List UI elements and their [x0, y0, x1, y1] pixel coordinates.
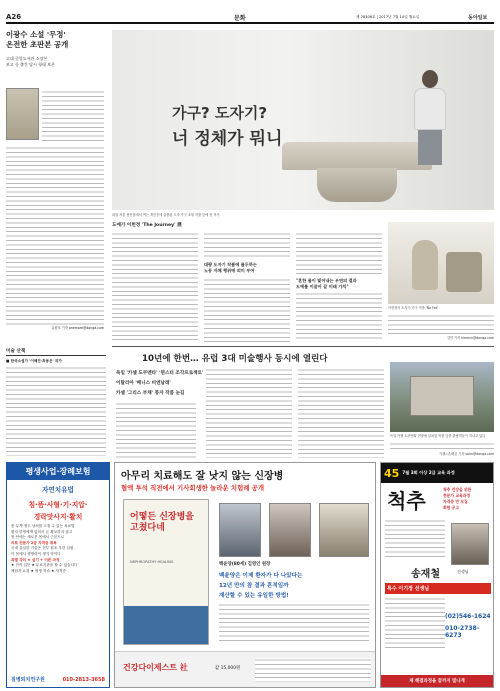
ad-right-portrait: [451, 523, 489, 565]
ad-right-name: 송재철: [411, 569, 440, 580]
ad-right-line-2: 자격증 반 모집: [443, 499, 468, 504]
ad-mid-headline: 아무리 치료해도 잘 낫지 않는 신장병: [121, 471, 284, 482]
ad-right: [380, 462, 494, 688]
ad-left-line-0: 침·뜸·사혈·기·지압·: [28, 501, 88, 509]
paper-name: 동아일보: [468, 15, 488, 21]
right-photo-caption: 이헌정의 도자기 가구 작품 'No Fall': [388, 306, 439, 310]
feature-text-col-2b: [204, 278, 290, 342]
feature-title: 너 정체가 뭐니: [172, 129, 283, 149]
feature-text-col-3a: [296, 232, 382, 276]
ad-middle: [114, 462, 376, 688]
exhibit-structure: [410, 376, 474, 416]
ad-left: [6, 462, 110, 688]
right-body-text: [388, 314, 494, 334]
feature-kicker: 가구? 도자기?: [172, 104, 268, 122]
book-title: 어떻든 신장병을 고쳤다네: [130, 512, 194, 533]
ad-left-line-1: 경락맛사지·활치: [33, 513, 83, 521]
mid-sub-2: 이탈리아 '베니스 비엔날레': [116, 381, 171, 386]
quote-line-4: 도예를 이끌어 갈 미래 가치": [296, 284, 349, 289]
ad-mid-person: 백윤양(80세) 김영인 원장: [219, 562, 271, 567]
divider: [112, 346, 494, 347]
ad-right-text-1: [385, 519, 445, 559]
quote-line-2: 노동 자체 행위에 의미 부여: [204, 268, 255, 273]
mid-headline: 10년에 한번… 유럽 3대 미술행사 동시에 열린다: [142, 354, 328, 364]
feature-text-col-1: [112, 232, 198, 342]
culture-brief-text: [6, 366, 106, 456]
mid-sub-1: 독일 '카셀 도쿠멘타' '뮌스터 조각프로젝트': [116, 371, 204, 376]
ad-mid-desc-3: 재산할 수 있는 유일한 방법!: [219, 593, 289, 599]
feature-text-col-3b: [296, 292, 382, 342]
left-subhead: 고대 중앙도서관 소장본: [6, 56, 48, 61]
left-article: [6, 30, 106, 330]
ceramic-table-leg: [317, 168, 397, 202]
book-en-title: NEPHROPATHY HEALING: [130, 560, 174, 564]
mid-photo: [390, 362, 494, 432]
ad-right-top: [381, 463, 493, 483]
left-body-text-2: [6, 146, 104, 326]
ad-mid-price: 값 15,000원: [215, 666, 241, 671]
feature-body: [112, 222, 382, 342]
mid-text-2: [206, 368, 292, 458]
ceramic-table-shape: [282, 142, 432, 170]
quote-line-1: 대량 도자기 작품에 몰두하는: [204, 262, 257, 267]
mid-photo-caption: 독일 카셀 도쿠멘타 현장에 설치된 작품 앞을 관람객들이 지나고 있다: [390, 434, 486, 438]
ad-left-line-2: 몸 무게 정도 상처를 고칠 수 있는 치료법: [11, 524, 75, 528]
mid-article: [112, 368, 386, 458]
feature-quote-box: [204, 262, 290, 274]
portrait-1: [219, 503, 261, 557]
left-headline-1: 이광수 소설 '무정': [6, 30, 66, 39]
left-body-text-1: [42, 90, 104, 142]
ad-right-big: 척추: [387, 489, 426, 513]
old-book-photo: [6, 88, 39, 140]
ad-mid-desc-2: 12년 만의 참 결과 흔적일까: [219, 583, 289, 589]
section-name: 문화: [234, 15, 246, 22]
ad-right-top-num: 45: [384, 466, 400, 480]
ad-right-role: 선생님: [457, 569, 469, 574]
feature-photo: [112, 30, 494, 210]
ad-right-text-2: [385, 597, 445, 651]
ad-right-phone-2: 010-2738-6273: [445, 625, 480, 639]
culture-brief-headline: ■ 한국소설가 '이해진·최용은' 작가: [6, 359, 62, 363]
ad-left-line-8: 특별 강의 ★ 실기 + 이론 과정: [11, 557, 60, 562]
ad-left-subtitle: 자연치유법: [42, 486, 74, 494]
ad-left-list: [7, 521, 109, 577]
ad-mid-desc: 백윤양은 이제 환자가 다 나았다는: [219, 573, 303, 579]
ad-left-line-7: 이 몸에서 생명력이 생겨 약이다: [11, 551, 61, 556]
ad-left-title: 평생사업·장례보험: [7, 463, 109, 480]
portrait-2: [269, 503, 311, 557]
ad-mid-small-text: [219, 603, 369, 641]
mid-right-text: [390, 442, 494, 452]
feature-text-col-2a: [204, 232, 290, 260]
ad-right-list: [443, 487, 491, 511]
feature-photo-caption: 내달 서울 용산점에서 여는 개인전에 출품된 도자 가구 조형 작품 앞에 선 작가: [112, 213, 220, 217]
ad-mid-publisher: 건강다이제스트 社: [123, 663, 188, 672]
feature-quote-box-2: [296, 278, 382, 290]
ad-left-line-9: ★ 전직 입문 ★ 무료기관을 할 수 있습니다: [11, 563, 78, 568]
ad-mid-footer-text: [255, 658, 371, 682]
artist-figure: [412, 70, 448, 165]
ad-left-phone: 010-2813-3658: [62, 677, 105, 683]
column-title: 도예가 이헌정 'The Journey' 展: [112, 223, 182, 228]
vase-shape: [412, 240, 438, 290]
right-photo: [388, 222, 494, 304]
ad-left-line-10: 체험자 요청 ★ 평생 학습 ★ 자격증: [11, 568, 66, 573]
ad-right-line-1: 전문가 교육과정: [443, 493, 470, 498]
mid-byline: 카셀=손택균 기자 sohn@donga.com: [439, 452, 494, 456]
ad-mid-subhead: 혈액 투석 직전에서 기사회생한 놀라운 치험례 공개: [121, 484, 264, 492]
left-byline: 유원모 기자 onemore@donga.com: [51, 326, 104, 330]
ad-left-school: 질병퇴치연구원: [11, 677, 45, 683]
ad-left-line-6: 국내 유일한 기술은 전부 원조 우한 입원: [11, 546, 74, 551]
ad-right-line-0: 척추 건강을 위한: [443, 487, 472, 492]
mid-text-3: [298, 368, 384, 458]
ad-left-line-3: 환자 한명에게 없어서 돈 확보하지 않고: [11, 529, 73, 534]
ad-right-line-3: 회원 공고: [443, 505, 459, 510]
ad-right-strip: 제 해결과정을 끝까지 빛나게: [381, 675, 493, 687]
ad-mid-footer: [115, 651, 375, 687]
book-band: [124, 606, 208, 644]
ad-right-red-title: 특수 이기정 선생님: [385, 583, 491, 594]
left-subhead-2: 보고 등 출간 당시 형태 보존: [6, 62, 55, 67]
quote-line-3: "흔한 물이 빚어내는 우연의 결과: [296, 278, 357, 283]
page-header: [6, 14, 494, 24]
portrait-3: [319, 503, 369, 557]
left-headline-2: 온전한 초판본 공개: [6, 40, 69, 49]
ad-left-line-5: 의료 전문가 2급 자격증 취득: [11, 540, 57, 545]
stool-shape: [446, 252, 482, 292]
book-cover: [123, 499, 209, 645]
ad-right-phone: (02)546-1624: [445, 613, 491, 620]
ad-left-line-4: 몸 안에는 새로운 몸에서 근본으로: [11, 535, 65, 540]
page-number: A26: [6, 13, 22, 21]
culture-brief-label: 미술 산책: [6, 348, 106, 356]
culture-brief: [6, 348, 106, 456]
date-line: 제 28306호 | 2017년 7월 10일 월요일: [356, 15, 420, 19]
mid-sub-3: 카셀 '그리스 부채' 풍자 작품 눈길: [116, 391, 185, 396]
ad-right-top-text: 7월 3회 이상 2급 교육 과정: [402, 470, 455, 475]
feature-byline: 김민 기자 kimmin@donga.com: [446, 336, 494, 340]
mid-text-1: [116, 402, 196, 458]
